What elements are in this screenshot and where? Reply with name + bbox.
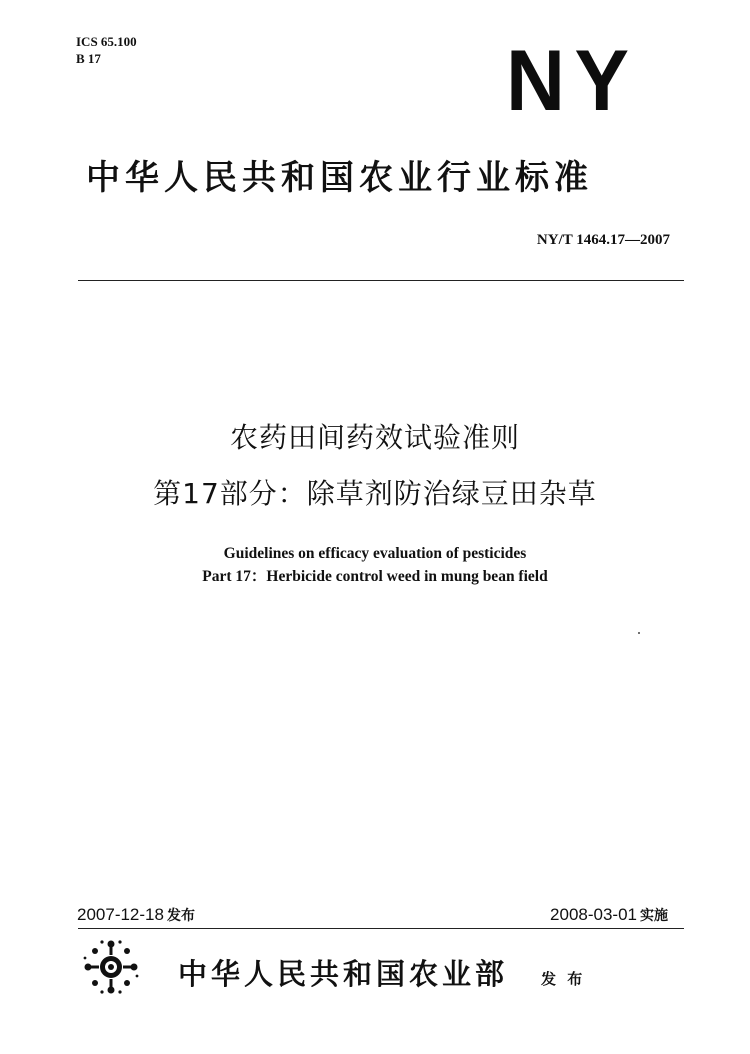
issue-date: 2007-12-18: [77, 905, 164, 924]
cn-title-line2: 第17部分：除草剂防治绿豆田杂草: [153, 477, 597, 510]
top-divider: [78, 280, 684, 281]
standard-title: 中华人民共和国农业行业标准: [86, 158, 593, 198]
scan-speck: [638, 632, 640, 634]
issue-label: 发布: [166, 908, 195, 924]
class-code: B 17: [76, 51, 101, 66]
ny-logo: NY: [506, 33, 639, 129]
classification-codes: [76, 33, 137, 67]
implement-date-block: [550, 904, 668, 927]
implement-date: 2008-03-01: [550, 905, 637, 924]
cn-title-line1: 农药田间药效试验准则: [229, 421, 520, 454]
standard-number: NY/T 1464.17—2007: [536, 232, 670, 248]
publish-label: 发 布: [541, 970, 586, 988]
issue-date-block: [77, 904, 195, 927]
en-title-line2: Part 17：Herbicide control weed in mung bean field: [202, 568, 548, 585]
ics-code: ICS 65.100: [76, 34, 137, 49]
bottom-divider: [78, 928, 684, 929]
ministry-name: 中华人民共和国农业部: [178, 957, 509, 991]
ministry-emblem-icon: [80, 936, 142, 998]
implement-label: 实施: [640, 908, 668, 924]
en-title-line1: Guidelines on efficacy evaluation of pesticides: [223, 545, 527, 562]
